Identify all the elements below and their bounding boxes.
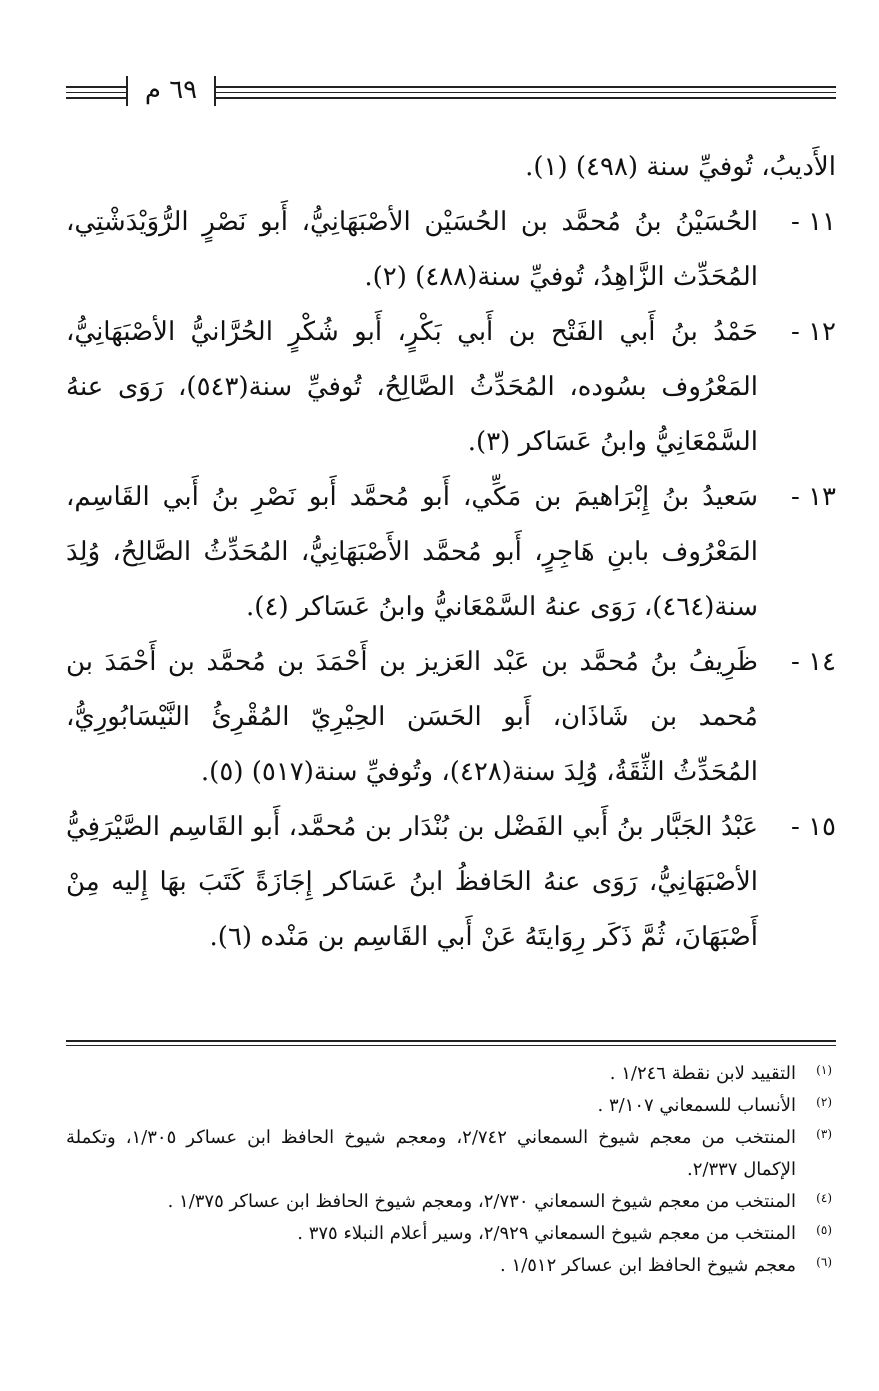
- footnote-text: المنتخب من معجم شيوخ السمعاني ٢/٧٤٢، ومعجم شيوخ الحافظ ابن عساكر ١/٣٠٥، وتكملة الإكمال ٢/٣٣٧.: [66, 1127, 796, 1180]
- footnote: [66, 1058, 836, 1090]
- footnote-text: المنتخب من معجم شيوخ السمعاني ٢/٩٢٩، وسير أعلام النبلاء ٣٧٥ .: [297, 1223, 796, 1244]
- footnote-text: التقييد لابن نقطة ١/٢٤٦ .: [609, 1063, 796, 1084]
- biography-entry: [66, 800, 836, 965]
- biography-entry: [66, 635, 836, 800]
- entry-number: ١١ -: [791, 207, 836, 237]
- footnote-text: معجم شيوخ الحافظ ابن عساكر ١/٥١٢ .: [500, 1255, 796, 1276]
- footnote-mark: (٦): [816, 1255, 832, 1269]
- footnotes: [66, 1058, 836, 1282]
- footnote: [66, 1186, 836, 1218]
- footnote: [66, 1122, 836, 1186]
- entry-number: ١٥ -: [791, 812, 836, 842]
- biography-entry: [66, 470, 836, 635]
- continuation-text: الأَديبُ، تُوفيِّ سنة (٤٩٨) (١).: [525, 152, 836, 182]
- entry-text: عَبْدُ الجَبَّار بنُ أَبي الفَضْل بن بُنْدَار بن مُحمَّد، أَبو القَاسِم الصَّيْرَفِيُّ الأصْبَهَانِيُّ، رَوَى عنهُ الحَافظُ ابنُ عَسَاكر إِجَازَةً كَتَبَ بهَا إِليه مِنْ أَصْبَهَانَ، ثُمَّ ذَكَر رِوَايتَهُ عَنْ أَبي القَاسِم بن مَنْده (٦).: [66, 812, 758, 952]
- footnote: [66, 1090, 836, 1122]
- header-rule: [216, 86, 836, 88]
- biography-entry: [66, 305, 836, 470]
- footnote-mark: (٥): [816, 1223, 832, 1237]
- footnote-separator: [66, 1040, 836, 1046]
- page-header: [66, 70, 836, 110]
- footnote: [66, 1218, 836, 1250]
- biography-entry: [66, 195, 836, 305]
- header-rule: [66, 92, 126, 93]
- entry-number: ١٢ -: [791, 317, 836, 347]
- entry-text: سَعيدُ بنُ إِبْرَاهيمَ بن مَكِّي، أَبو مُحمَّد أَبو نَصْرِ بنُ أَبي القَاسِم، المَعْرُوف بابنِ هَاجِرٍ، أَبو مُحمَّد الأَصْبَهَانِيُّ، المُحَدِّثُ الصَّالِحُ، وُلِدَ سنة(٤٦٤)، رَوَى عنهُ السَّمْعَانيُّ وابنُ عَسَاكر (٤).: [66, 482, 758, 622]
- footnote-text: الأنساب للسمعاني ٣/١٠٧ .: [597, 1095, 796, 1116]
- footnote-text: المنتخب من معجم شيوخ السمعاني ٢/٧٣٠، ومعجم شيوخ الحافظ ابن عساكر ١/٣٧٥ .: [167, 1191, 796, 1212]
- header-divider: [214, 76, 216, 106]
- entry-text: حَمْدُ بنُ أَبي الفَتْح بن أَبي بَكْرٍ، أَبو شُكْرٍ الحُرَّانيُّ الأصْبَهَانِيُّ، المَعْرُوف بسُوده، المُحَدِّثُ الصَّالِحُ، تُوفيِّ سنة(٥٤٣)، رَوَى عنهُ السَّمْعَانِيُّ وابنُ عَسَاكر (٣).: [66, 317, 758, 457]
- header-divider: [126, 76, 128, 106]
- entry-number: ١٤ -: [791, 647, 836, 677]
- page-number: ٦٩ م: [144, 75, 198, 105]
- footnote-mark: (٢): [816, 1095, 832, 1109]
- entry-text: ظَرِيفُ بنُ مُحمَّد بن عَبْد العَزيز بن أَحْمَدَ بن مُحمَّد بن أَحْمَدَ بن مُحمد بن شَاذَان، أَبو الحَسَن الحِيْرِيّ المُقْرِئُ النَّيْسَابُورِيُّ، المُحَدِّثُ الثِّقَةُ، وُلِدَ سنة(٤٢٨)، وتُوفيِّ سنة(٥١٧) (٥).: [66, 647, 758, 787]
- header-rule: [216, 92, 836, 93]
- footnote-mark: (١): [816, 1063, 832, 1077]
- footnote: [66, 1250, 836, 1282]
- header-rule: [66, 97, 126, 99]
- entry-number: ١٣ -: [791, 482, 836, 512]
- entry-text: الحُسَيْنُ بنُ مُحمَّد بن الحُسَيْن الأصْبَهَانِيُّ، أَبو نَصْرٍ الرُّوَيْدَشْتِي، المُحَدِّث الزَّاهِدُ، تُوفيِّ سنة(٤٨٨) (٢).: [66, 207, 758, 292]
- main-text: [66, 140, 836, 965]
- header-rule: [66, 86, 126, 88]
- footnote-mark: (٣): [816, 1127, 832, 1141]
- footnote-mark: (٤): [816, 1191, 832, 1205]
- header-rule: [216, 97, 836, 99]
